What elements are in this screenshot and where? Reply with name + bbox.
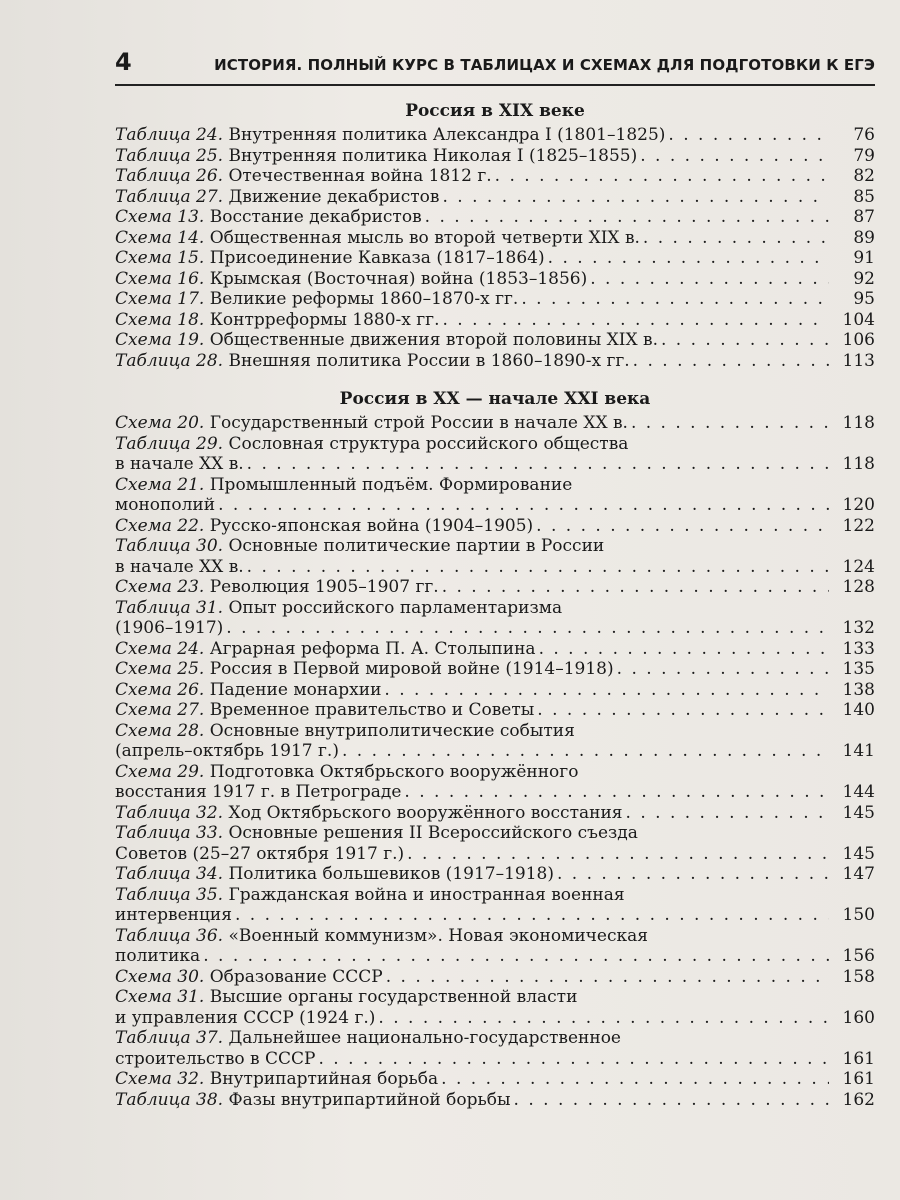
toc-entry [115,659,875,680]
toc-entry-title: Гражданская война и иностранная военная [228,884,625,905]
dot-leader [442,577,829,598]
toc-entry-page: 124 [842,556,875,577]
toc-entry [115,125,875,146]
toc-entry-label: Таблица 38. [115,1089,224,1110]
toc-entry-title: Крымская (Восточная) война (1853–1856) [209,268,588,289]
toc-entry-page: 120 [842,495,875,515]
toc-entry-label: Таблица 30. [115,536,224,556]
toc-entry-title: Высшие органы государственной власти [209,987,578,1007]
toc-entry-page: 161 [842,1048,875,1069]
toc-entry [115,475,875,516]
toc-entry-page: 133 [842,638,875,659]
toc-entry-page: 82 [853,166,875,186]
toc-entry-title: (апрель–октябрь 1917 г.) [115,741,339,761]
toc-entry-list [115,125,875,371]
toc-entry-title: Фазы внутрипартийной борьбы [228,1089,511,1110]
toc-entry-page: 162 [842,1089,875,1110]
toc-entry-label: Таблица 33. [115,823,224,843]
toc-entry-label: Схема 21. [115,474,205,495]
toc-entry-title: восстания 1917 г. в Петрограде [115,782,402,802]
toc-entry-page: 113 [842,350,875,371]
toc-entry-list [115,413,875,1110]
dot-leader [539,639,829,660]
toc-entry-title: Подготовка Октябрьского вооружённого [209,761,579,782]
toc-entry-title: Основные политические партии в России [228,536,605,556]
toc-entry-page: 79 [853,145,875,166]
toc-entry-title: Внутренняя политика Александра I (1801–1825) [228,125,666,145]
toc-entry-title: строительство в СССР [115,1048,316,1069]
toc-entry-title: Отечественная война 1812 г. [228,166,492,186]
toc-entry-page: 76 [853,125,875,145]
toc-entry [115,248,875,269]
toc-entry [115,1069,875,1090]
toc-entry-label: Таблица 32. [115,802,224,823]
toc-entry-label: Таблица 35. [115,884,224,905]
toc-entry-label: Схема 28. [115,720,205,741]
toc-entry [115,351,875,372]
toc-entry-title: интервенция [115,905,232,925]
toc-entry-label: Схема 19. [115,330,205,350]
toc-entry-title: Основные решения II Всероссийского съезда [228,823,638,843]
toc-entry-page: 87 [853,207,875,227]
toc-entry-title: в начале XX в. [115,454,244,474]
dot-leader [441,1069,829,1090]
dot-leader [318,1049,829,1070]
toc-entry-page: 150 [842,905,875,925]
toc-entry-label: Таблица 36. [115,925,224,946]
toc-entry [115,146,875,167]
dot-leader [633,351,829,372]
toc-entry-title: Образование СССР [209,966,383,987]
toc-entry-label: Таблица 34. [115,864,224,884]
toc-entry [115,680,875,701]
toc-entry [115,987,875,1028]
toc-entry [115,166,875,187]
toc-entry [115,434,875,475]
toc-entry-title: Контрреформы 1880-х гг. [209,309,440,330]
toc-entry-page: 128 [842,577,875,597]
toc-entry-title: Временное правительство и Советы [209,700,535,720]
toc-entry-page: 85 [853,186,875,207]
toc-entry-title: Падение монархии [209,679,382,700]
dot-leader [536,516,829,537]
dot-leader [617,659,829,680]
toc-entry-page: 161 [842,1069,875,1089]
page-header [115,48,875,86]
dot-leader [342,741,829,762]
toc-entry-title: Аграрная реформа П. А. Столыпина [209,638,536,659]
toc-entry-label: Таблица 26. [115,166,224,186]
toc-entry-page: 122 [842,515,875,536]
toc-entry-title: Политика большевиков (1917–1918) [228,864,554,884]
toc-entry-title: Революция 1905–1907 гг. [209,577,439,597]
toc-section-19th-century [115,97,875,371]
toc-entry [115,803,875,824]
dot-leader [590,269,829,290]
toc-entry-title: политика [115,946,201,966]
toc-entry-title: Промышленный подъём. Формирование [209,474,573,495]
dot-leader [404,782,829,803]
toc-entry-label: Схема 17. [115,289,205,309]
toc-entry-page: 95 [853,289,875,309]
page-number: 4 [115,48,132,76]
toc-entry-page: 156 [842,946,875,966]
dot-leader [661,330,829,351]
toc-entry-page: 132 [842,618,875,638]
dot-leader [384,680,829,701]
toc-entry-label: Схема 14. [115,227,205,248]
toc-entry [115,207,875,228]
toc-entry-page: 147 [842,864,875,884]
toc-entry-page: 89 [853,227,875,248]
dot-leader [442,310,829,331]
toc-entry-page: 135 [842,659,875,679]
toc-entry-label: Таблица 31. [115,597,224,618]
dot-leader [386,967,829,988]
dot-leader [407,844,829,865]
toc-entry [115,516,875,537]
toc-entry-page: 138 [842,679,875,700]
toc-entry-label: Схема 15. [115,248,205,268]
running-title: ИСТОРИЯ. ПОЛНЫЙ КУРС В ТАБЛИЦАХ И СХЕМАХ ДЛЯ ПОДГОТОВКИ К ЕГЭ [214,56,875,74]
toc-entry-title: Основные внутриполитические события [209,720,575,741]
dot-leader [247,557,829,578]
toc-entry [115,413,875,434]
toc-entry-title: монополий [115,495,216,515]
toc-entry-label: Схема 24. [115,638,205,659]
toc-entry-page: 92 [853,268,875,289]
toc-entry [115,598,875,639]
dot-leader [378,1008,829,1029]
toc-entry-label: Схема 25. [115,659,205,679]
dot-leader [495,166,829,187]
toc-entry [115,289,875,310]
dot-leader [548,248,829,269]
toc-entry [115,577,875,598]
toc-entry [115,536,875,577]
toc-entry [115,269,875,290]
section-title: Россия в XIX веке [405,101,585,121]
toc-entry-label: Схема 31. [115,987,205,1007]
toc-entry-page: 145 [842,802,875,823]
dot-leader [557,864,829,885]
toc-entry-page: 141 [842,741,875,761]
toc-entry-title: (1906–1917) [115,618,224,638]
toc-entry-label: Таблица 27. [115,186,224,207]
toc-entry-title: в начале XX в. [115,556,244,577]
toc-entry [115,187,875,208]
dot-leader [514,1090,829,1111]
toc-entry-title: Сословная структура российского общества [228,433,629,454]
toc-entry-title: и управления СССР (1924 г.) [115,1007,376,1028]
toc-entry-title: Общественные движения второй половины XIX в. [209,330,658,350]
toc-section-20th-21st-century [115,385,875,1110]
toc-entry-page: 145 [842,843,875,864]
toc-entry-label: Схема 32. [115,1069,205,1089]
toc-entry [115,228,875,249]
toc-entry [115,700,875,721]
toc-entry-label: Схема 16. [115,268,205,289]
toc-entry-title: Русско-японская война (1904–1905) [209,515,534,536]
toc-entry [115,926,875,967]
toc-entry-page: 160 [842,1007,875,1028]
toc-entry-page: 118 [842,413,875,433]
toc-entry-title: Великие реформы 1860–1870-х гг. [209,289,519,309]
dot-leader [203,946,829,967]
toc-entry-label: Таблица 37. [115,1028,224,1048]
dot-leader [640,146,829,167]
toc-entry-label: Схема 29. [115,761,205,782]
toc-entry-label: Схема 20. [115,413,205,433]
dot-leader [631,413,829,434]
toc-entry-title: Восстание декабристов [209,207,422,227]
toc-entry [115,330,875,351]
toc-entry-page: 144 [842,782,875,802]
toc-entry-label: Таблица 29. [115,433,224,454]
toc-entry-page: 158 [842,966,875,987]
toc-entry-page: 140 [842,700,875,720]
toc-entry-label: Схема 23. [115,577,205,597]
toc-entry-title: Государственный строй России в начале XX в. [209,413,628,433]
toc-entry [115,721,875,762]
toc-entry-title: «Военный коммунизм». Новая экономическая [228,925,648,946]
toc-entry-title: Присоединение Кавказа (1817–1864) [209,248,545,268]
toc-entry-label: Схема 27. [115,700,205,720]
toc-entry [115,864,875,885]
toc-entry-page: 104 [842,309,875,330]
toc-entry-title: Внутрипартийная борьба [209,1069,439,1089]
toc-entry-title: Движение декабристов [228,186,440,207]
dot-leader [226,618,829,639]
toc-entry-label: Схема 13. [115,207,205,227]
toc-entry-title: Общественная мысль во второй четверти XIX в. [209,227,640,248]
toc-entry-label: Схема 26. [115,679,205,700]
toc-entry-label: Таблица 28. [115,350,224,371]
toc-entry-page: 91 [853,248,875,268]
dot-leader [537,700,829,721]
toc-entry-title: Советов (25–27 октября 1917 г.) [115,843,405,864]
toc-entry-title: Опыт российского парламентаризма [228,597,563,618]
dot-leader [668,125,829,146]
toc-entry-label: Таблица 24. [115,125,224,145]
toc-entry [115,1090,875,1111]
toc-entry-label: Таблица 25. [115,145,224,166]
dot-leader [643,228,829,249]
toc-entry-label: Схема 18. [115,309,205,330]
toc-entry-page: 106 [842,330,875,350]
toc-entry-label: Схема 22. [115,515,205,536]
toc-entry [115,823,875,864]
toc-entry-title: Внутренняя политика Николая I (1825–1855) [228,145,638,166]
dot-leader [218,495,829,516]
toc-entry-label: Схема 30. [115,966,205,987]
toc-entry [115,967,875,988]
dot-leader [247,454,829,475]
toc-entry-title: Россия в Первой мировой войне (1914–1918) [209,659,614,679]
toc-entry-title: Внешняя политика России в 1860–1890-х гг. [228,350,630,371]
toc-entry [115,885,875,926]
toc-entry [115,639,875,660]
toc-entry-page: 118 [842,454,875,474]
section-title: Россия в XX — начале XXI века [339,389,651,409]
dot-leader [442,187,829,208]
dot-leader [626,803,829,824]
dot-leader [235,905,829,926]
dot-leader [521,289,829,310]
toc-entry [115,310,875,331]
dot-leader [425,207,829,228]
toc-entry-title: Ход Октябрьского вооружённого восстания [228,802,623,823]
toc-entry [115,1028,875,1069]
toc-entry [115,762,875,803]
toc-entry-title: Дальнейшее национально-государственное [228,1028,621,1048]
